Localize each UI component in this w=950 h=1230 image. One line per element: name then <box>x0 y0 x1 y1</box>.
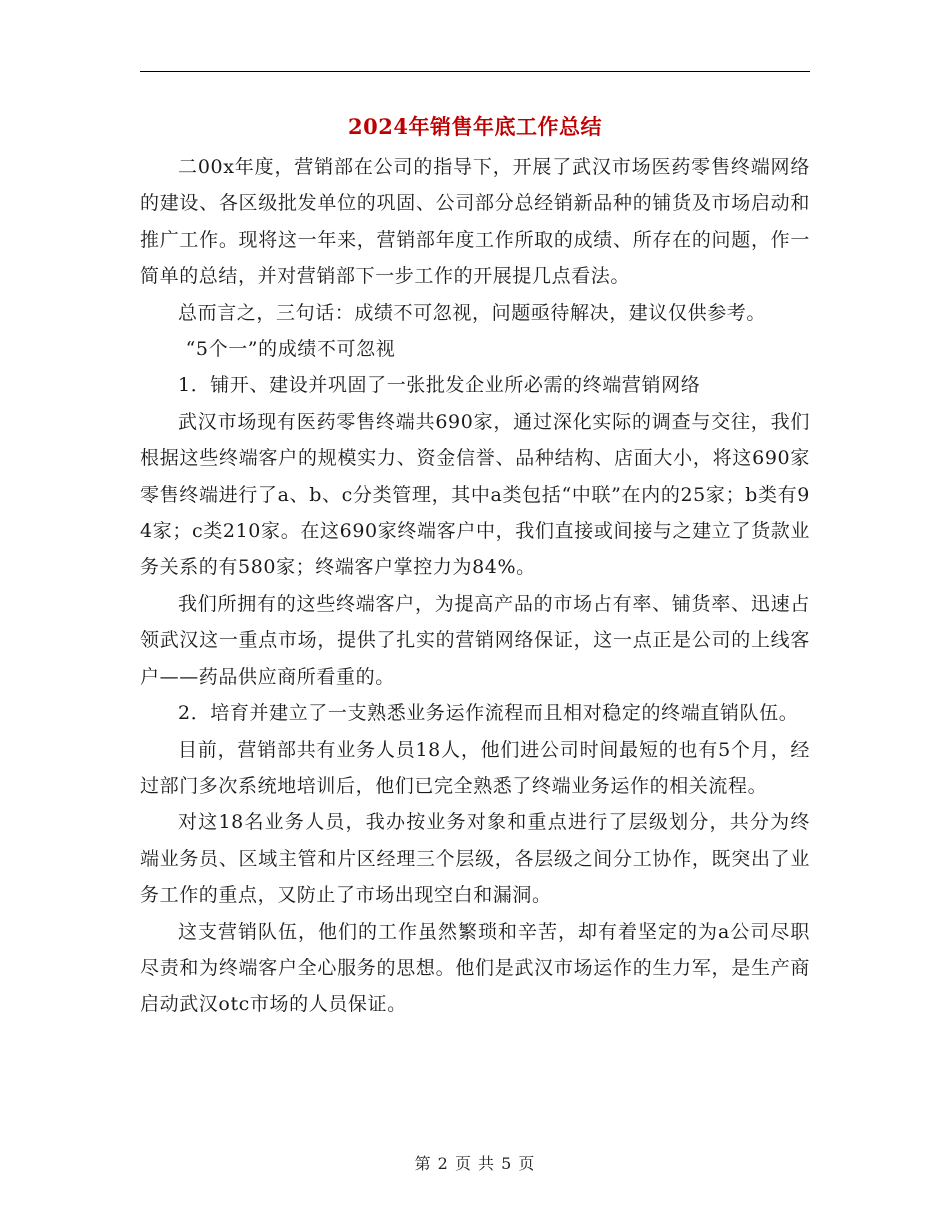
section-heading-achievements: “5个一”的成绩不可忽视 <box>185 338 396 361</box>
paragraph-team-spirit: 这支营销队伍，他们的工作虽然繁琐和辛苦，却有着坚定的为a公司尽职尽责和为终端客户全心服务的思想。他们是武汉市场运作的生力军，是生产商启动武汉otc市场的人员保证。 <box>140 920 810 1016</box>
paragraph-team-levels: 对这18名业务人员，我办按业务对象和重点进行了层级划分，共分为终端业务员、区域主管和片区经理三个层级，各层级之间分工协作，既突出了业务工作的重点，又防止了市场出现空白和漏洞。 <box>140 811 810 907</box>
subheading-team: 2．培育并建立了一支熟悉业务运作流程而且相对稳定的终端直销队伍。 <box>178 702 799 725</box>
paragraph-intro: 二00x年度，营销部在公司的指导下，开展了武汉市场医药零售终端网络的建设、各区级批发单位的巩固、公司部分总经销新品种的铺货及市场启动和推广工作。现将这一年来，营销部年度工作所取的成绩、所存在的问题，作一简单的总结，并对营销部下一步工作的开展提几点看法。 <box>140 156 810 288</box>
document-title: 2024年销售年底工作总结 <box>348 114 602 139</box>
paragraph-network-value: 我们所拥有的这些终端客户，为提高产品的市场占有率、铺货率、迅速占领武汉这一重点市场，提供了扎实的营销网络保证，这一点正是公司的上线客户——药品供应商所看重的。 <box>140 592 810 688</box>
paragraph-terminal-stats: 武汉市场现有医药零售终端共690家，通过深化实际的调查与交往，我们根据这些终端客户的规模实力、资金信誉、品种结构、店面大小，将这690家零售终端进行了a、b、c分类管理，其中a类包括“中联”在内的25家；b类有94家；c类210家。在这690家终端客户中，我们直接或间接与之建立了货款业务关系的有580家；终端客户掌控力为84%。 <box>140 410 810 579</box>
document-body <box>140 149 810 1023</box>
page-number: 第 2 页 共 5 页 <box>414 1154 536 1173</box>
subheading-network: 1．铺开、建设并巩固了一张批发企业所必需的终端营销网络 <box>178 374 701 397</box>
paragraph-team-size: 目前，营销部共有业务人员18人，他们进公司时间最短的也有5个月，经过部门多次系统地培训后，他们已完全熟悉了终端业务运作的相关流程。 <box>140 738 810 797</box>
header-rule <box>140 71 810 72</box>
paragraph-summary: 总而言之，三句话：成绩不可忽视，问题亟待解决，建议仅供参考。 <box>178 301 767 324</box>
